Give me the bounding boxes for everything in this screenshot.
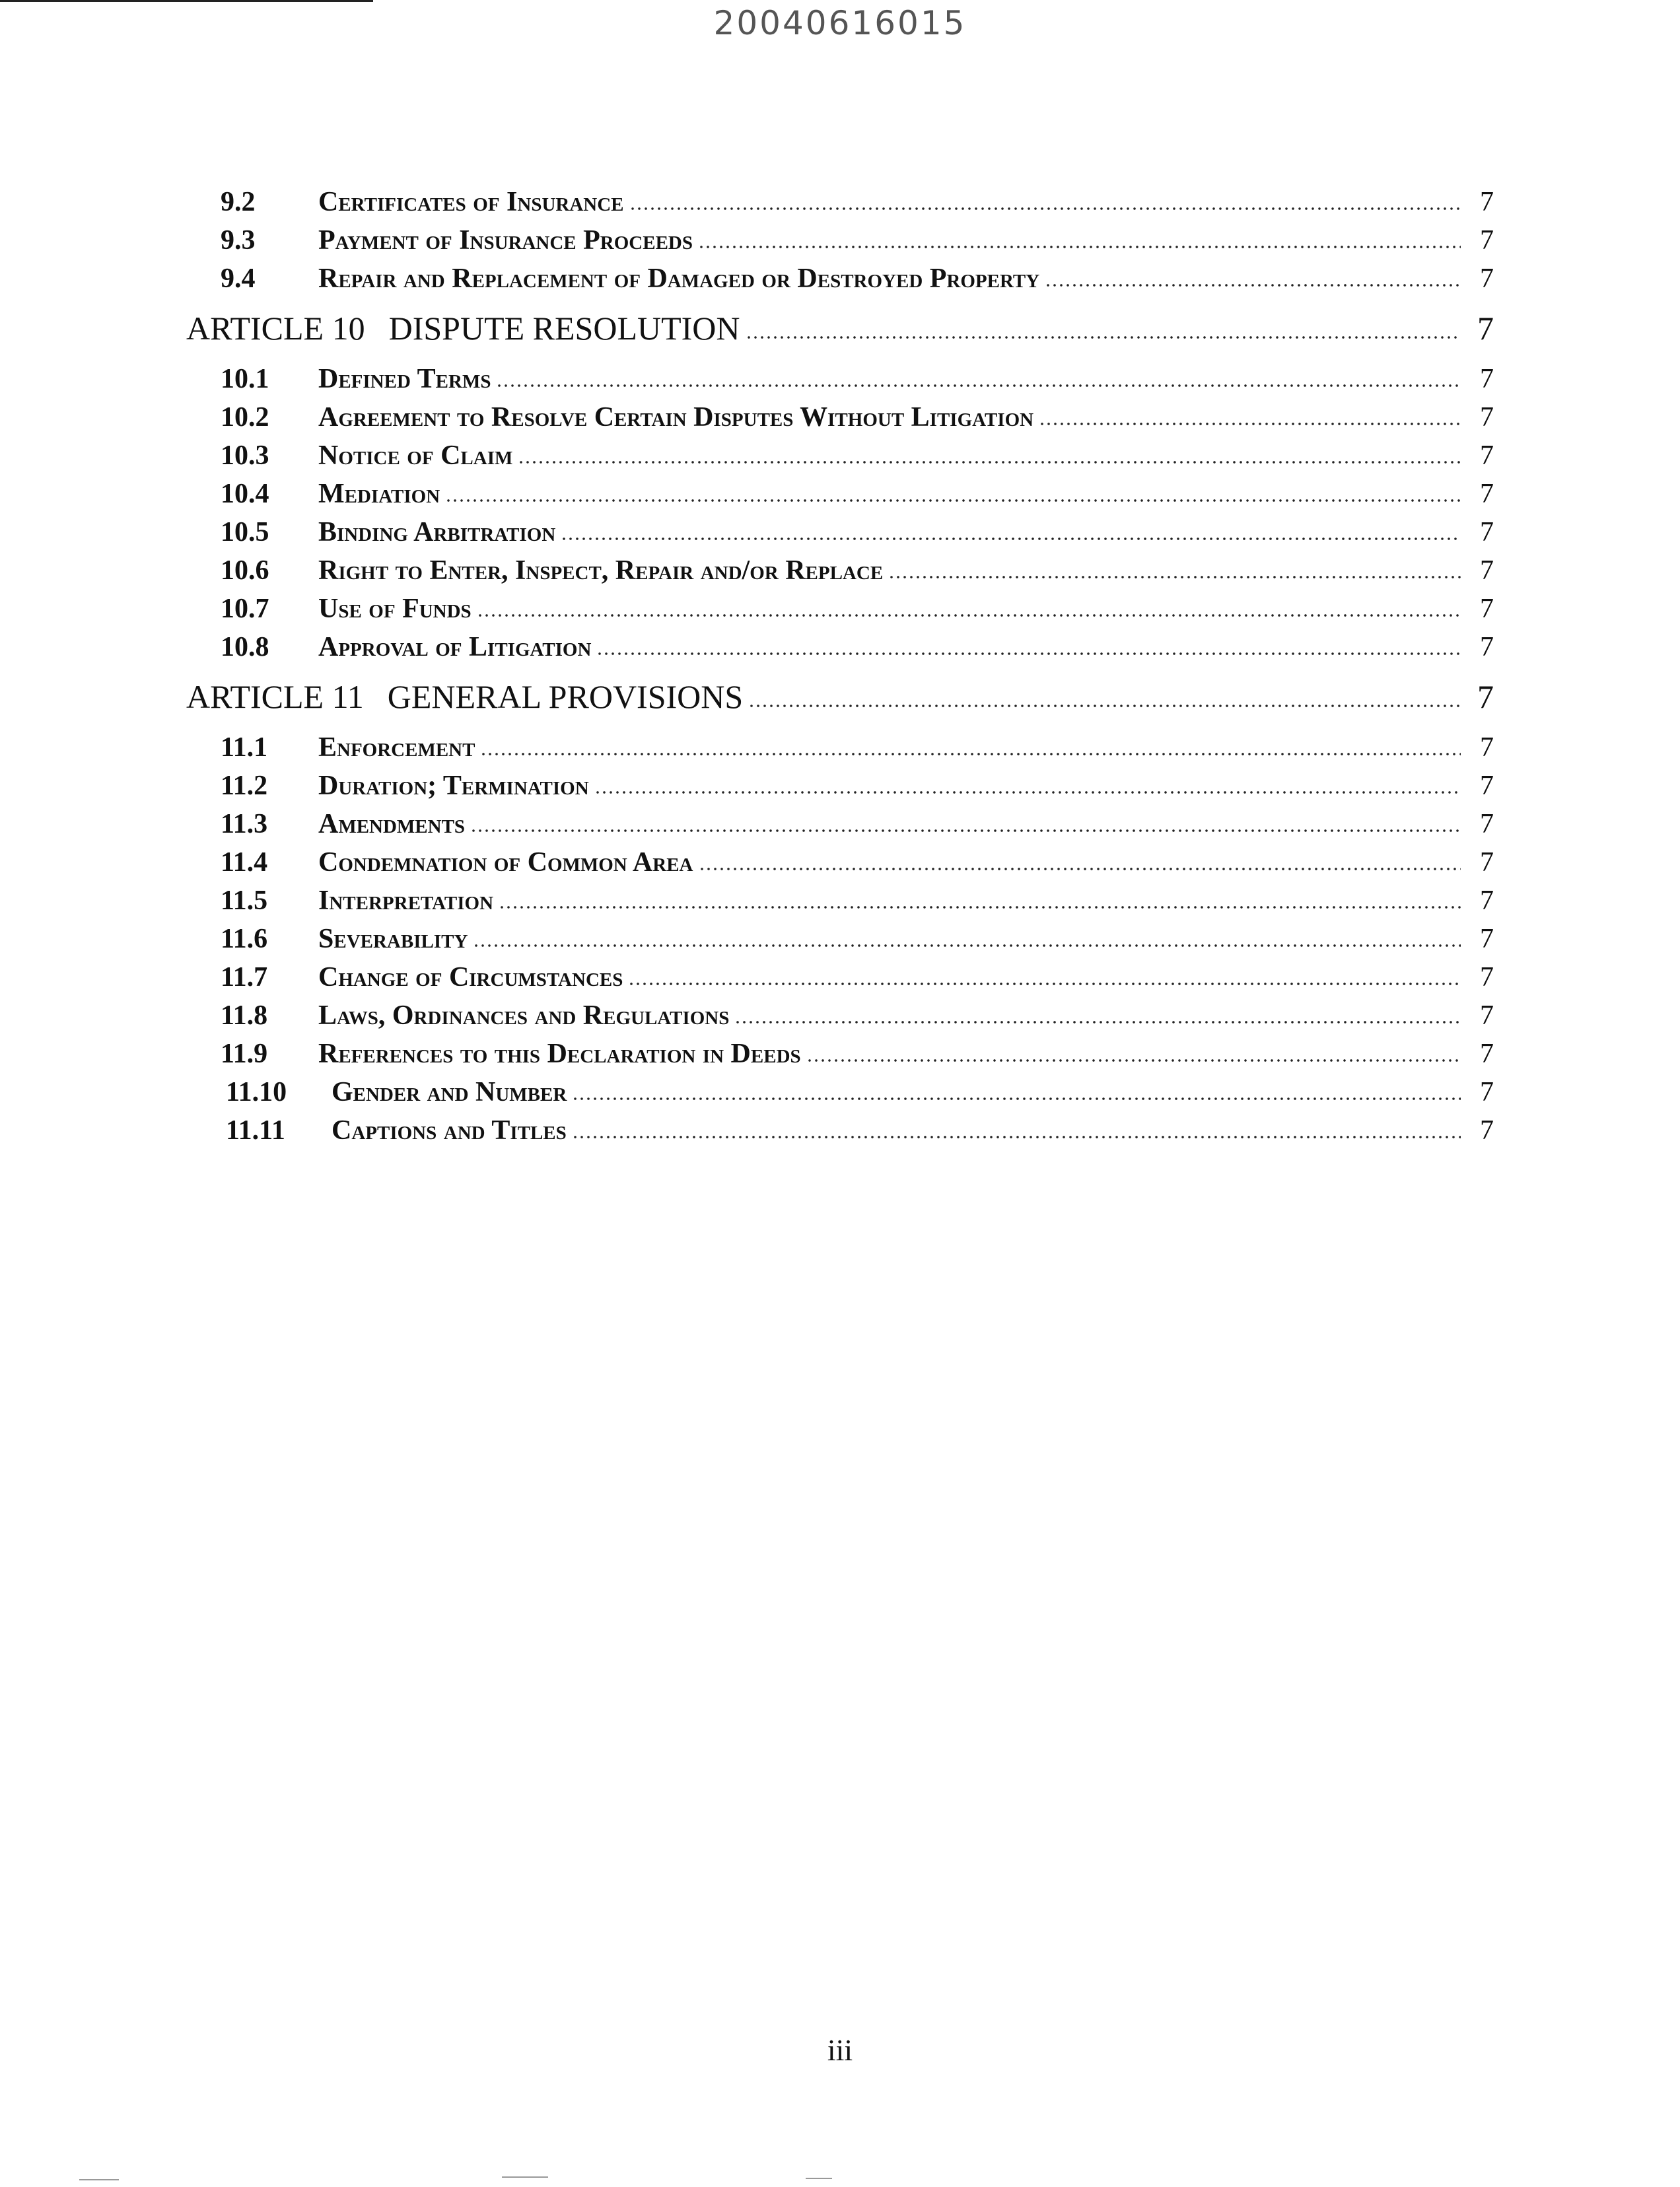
- toc-entry-page: 7: [1480, 364, 1494, 394]
- toc-entry-number: 11.9: [221, 1039, 268, 1069]
- toc-dot-leader: [561, 537, 1461, 541]
- toc-entry[interactable]: [186, 555, 1494, 593]
- toc-entry[interactable]: [186, 631, 1494, 670]
- scan-speck: [79, 2179, 119, 2180]
- toc-entry-page: 7: [1480, 771, 1494, 801]
- toc-entry-title: Payment of Insurance Proceeds: [318, 225, 693, 256]
- toc-entry-page: 7: [1480, 402, 1494, 433]
- toc-dot-leader: [470, 829, 1461, 833]
- toc-entry-number: 11.8: [221, 1000, 268, 1031]
- toc-entry-title: Use of Funds: [318, 594, 472, 624]
- toc-entry-title: Repair and Replacement of Damaged or Destroyed Property: [318, 263, 1040, 294]
- toc-entry[interactable]: [186, 440, 1494, 478]
- toc-entry-title: Notice of Claim: [318, 440, 513, 471]
- toc-entry-number: 9.3: [221, 225, 256, 256]
- toc-entry-number: 10.7: [221, 594, 269, 624]
- toc-entry-page: 7: [1480, 1000, 1494, 1031]
- toc-entry-page: 7: [1480, 479, 1494, 509]
- toc-entry-number: 10.8: [221, 632, 269, 662]
- toc-entry[interactable]: [186, 186, 1494, 225]
- toc-entry-page: 7: [1477, 310, 1494, 347]
- toc-entry-page: 7: [1480, 1077, 1494, 1107]
- toc-entry-title: Certificates of Insurance: [318, 187, 624, 217]
- scan-speck: [806, 2178, 832, 2179]
- toc-entry-page: 7: [1480, 517, 1494, 547]
- toc-entry-number: 10.5: [221, 517, 269, 547]
- document-number: 20040616015: [713, 4, 967, 42]
- toc-dot-leader: [748, 704, 1461, 708]
- toc-dot-leader: [806, 1059, 1461, 1062]
- toc-dot-leader: [734, 1020, 1461, 1024]
- toc-entry[interactable]: [186, 593, 1494, 631]
- toc-dot-leader: [445, 499, 1461, 503]
- toc-entry-page: 7: [1480, 594, 1494, 624]
- toc-entry-title: GENERAL PROVISIONS: [387, 678, 744, 715]
- toc-dot-leader: [628, 982, 1461, 986]
- toc-entry[interactable]: [186, 732, 1494, 770]
- toc-entry-page: 7: [1480, 187, 1494, 217]
- toc-dot-leader: [572, 1135, 1461, 1139]
- toc-entry[interactable]: [186, 263, 1494, 301]
- toc-dot-leader: [496, 384, 1461, 388]
- table-of-contents: [186, 186, 1494, 1153]
- toc-dot-leader: [480, 752, 1461, 756]
- toc-entry-page: 7: [1480, 924, 1494, 954]
- toc-entry-number: 11.1: [221, 732, 268, 763]
- toc-entry-number: 11.10: [226, 1077, 287, 1107]
- toc-dot-leader: [499, 905, 1461, 909]
- toc-entry[interactable]: [186, 1000, 1494, 1038]
- toc-entry-number: 9.2: [221, 187, 256, 217]
- toc-entry[interactable]: [186, 225, 1494, 263]
- toc-dot-leader: [1045, 283, 1461, 287]
- toc-dot-leader: [596, 652, 1461, 656]
- toc-entry-number: 10.2: [221, 402, 269, 433]
- toc-entry-number: 11.7: [221, 962, 268, 992]
- toc-dot-leader: [473, 944, 1461, 948]
- toc-entry-number: 11.5: [221, 885, 268, 916]
- toc-entry-page: 7: [1480, 1115, 1494, 1146]
- toc-entry-number: ARTICLE 11: [186, 678, 364, 715]
- toc-entry-number: 11.3: [221, 809, 268, 839]
- toc-entry-number: 10.1: [221, 364, 269, 394]
- scan-edge-line: [0, 0, 373, 2]
- toc-entry-title: Gender and Number: [332, 1077, 567, 1107]
- toc-entry-page: 7: [1480, 732, 1494, 763]
- toc-entry[interactable]: [186, 770, 1494, 808]
- toc-entry[interactable]: [186, 1038, 1494, 1076]
- toc-entry-page: 7: [1480, 555, 1494, 586]
- toc-entry-page: 7: [1480, 809, 1494, 839]
- toc-entry-title: Right to Enter, Inspect, Repair and/or Replace: [318, 555, 884, 586]
- toc-entry-page: 7: [1480, 632, 1494, 662]
- page-number: iii: [827, 2033, 853, 2067]
- toc-dot-leader: [477, 613, 1461, 617]
- toc-entry-title: Enforcement: [318, 732, 475, 763]
- toc-dot-leader: [1039, 422, 1461, 426]
- toc-entry-number: 11.4: [221, 847, 268, 878]
- toc-entry-title: Severability: [318, 924, 468, 954]
- toc-entry-page: 7: [1480, 1039, 1494, 1069]
- toc-dot-leader: [594, 790, 1461, 794]
- toc-entry-title: Duration; Termination: [318, 771, 589, 801]
- toc-entry[interactable]: [186, 885, 1494, 923]
- toc-entry-title: Agreement to Resolve Certain Disputes Without Litigation: [318, 402, 1034, 433]
- toc-entry-title: Mediation: [318, 479, 440, 509]
- toc-entry-number: ARTICLE 10: [186, 310, 365, 347]
- toc-entry-title: Condemnation of Common Area: [318, 847, 693, 878]
- toc-entry-title: References to this Declaration in Deeds: [318, 1039, 801, 1069]
- toc-entry[interactable]: [186, 808, 1494, 847]
- toc-entry-page: 7: [1480, 885, 1494, 916]
- toc-dot-leader: [746, 335, 1461, 339]
- toc-dot-leader: [518, 460, 1461, 464]
- toc-entry-title: Laws, Ordinances and Regulations: [318, 1000, 730, 1031]
- toc-entry[interactable]: [186, 363, 1494, 401]
- toc-entry-page: 7: [1480, 440, 1494, 471]
- toc-entry-page: 7: [1480, 263, 1494, 294]
- toc-entry-title: Interpretation: [318, 885, 494, 916]
- toc-entry[interactable]: [186, 401, 1494, 440]
- toc-dot-leader: [698, 245, 1461, 249]
- toc-entry[interactable]: [186, 478, 1494, 516]
- toc-entry[interactable]: [186, 961, 1494, 1000]
- toc-entry-title: Captions and Titles: [332, 1115, 567, 1146]
- toc-entry[interactable]: [186, 847, 1494, 885]
- toc-dot-leader: [699, 867, 1461, 871]
- toc-entry-number: 9.4: [221, 263, 256, 294]
- toc-entry-number: 10.4: [221, 479, 269, 509]
- toc-entry-title: DISPUTE RESOLUTION: [388, 310, 740, 347]
- toc-entry-title: Amendments: [318, 809, 466, 839]
- toc-entry-number: 10.6: [221, 555, 269, 586]
- toc-entry-title: Change of Circumstances: [318, 962, 623, 992]
- toc-entry[interactable]: [186, 516, 1494, 555]
- toc-entry[interactable]: [186, 923, 1494, 961]
- toc-entry[interactable]: [186, 1115, 1494, 1153]
- toc-entry[interactable]: [186, 1076, 1494, 1115]
- toc-dot-leader: [629, 207, 1461, 211]
- toc-dot-leader: [888, 575, 1461, 579]
- toc-article-heading[interactable]: [186, 301, 1494, 359]
- toc-entry-page: 7: [1480, 225, 1494, 256]
- scan-speck: [502, 2176, 548, 2178]
- toc-article-heading[interactable]: [186, 670, 1494, 728]
- toc-entry-title: Defined Terms: [318, 364, 491, 394]
- toc-entry-number: 11.2: [221, 771, 268, 801]
- toc-entry-number: 11.6: [221, 924, 268, 954]
- toc-entry-title: Binding Arbitration: [318, 517, 556, 547]
- toc-entry-page: 7: [1477, 678, 1494, 715]
- toc-dot-leader: [572, 1097, 1461, 1101]
- toc-entry-page: 7: [1480, 847, 1494, 878]
- toc-entry-number: 10.3: [221, 440, 269, 471]
- toc-entry-page: 7: [1480, 962, 1494, 992]
- toc-entry-title: Approval of Litigation: [318, 632, 592, 662]
- toc-entry-number: 11.11: [226, 1115, 285, 1146]
